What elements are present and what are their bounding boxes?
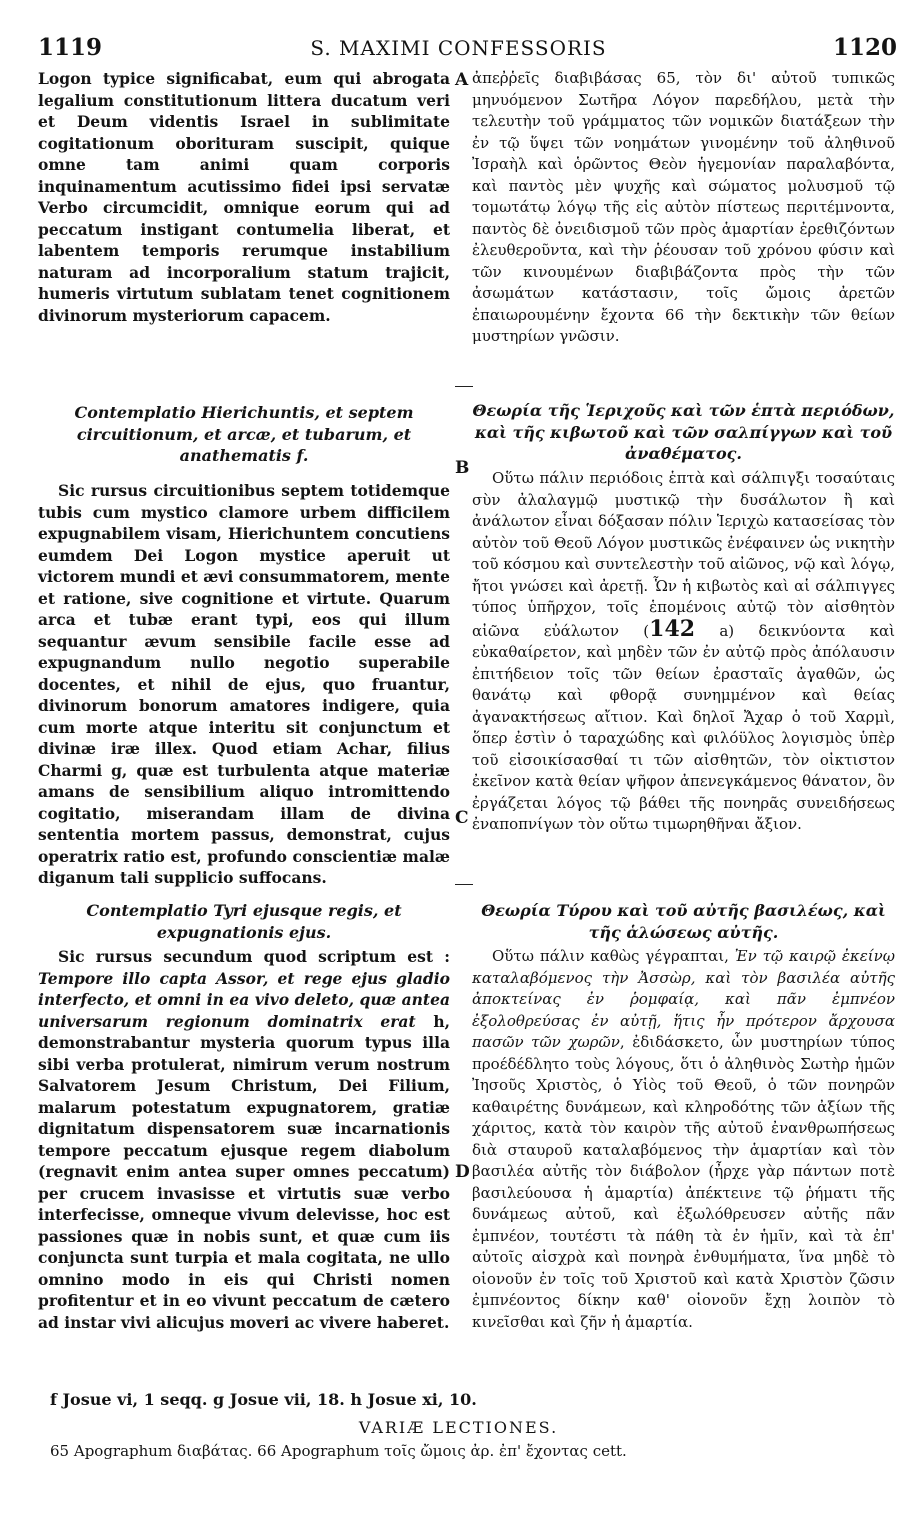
column-divider-2 bbox=[455, 884, 473, 885]
margin-marker-c: C bbox=[455, 808, 469, 828]
latin-heading-hierichus bbox=[38, 402, 450, 467]
latin-p3-intro: Sic rursus secundum quod scriptum est : bbox=[58, 947, 450, 966]
greek-p3-intro: Οὕτω πάλιν καθὼς γέγραπται, bbox=[492, 947, 735, 965]
latin-p3-rest: h, demonstrabantur mysteria quorum typus illa sibi verba protulerat, nimirum verum nostrum Salvatorem Jesum Christum, Dei Filium, malarum potestatum expugnatorem, gratiæ dignitatum dispensatorem suæ incarnationis tempore peccatum ejusque regem diabolum (regnavit enim antea super omnes peccatum) per crucem invasisse et virtutis suæ verbo interfecisse, omneque vivum delevisse, hoc est passiones quæ in nobis sunt, et quæ cum iis conjuncta sunt turpia et mala cogitata, ne ullo omnino modo in eis qui Christi nomen profitentur et in eo vivunt peccatum de cætero ad instar vivi alicujus moveri ac vivere haberet. bbox=[38, 1011, 450, 1332]
column-divider-1 bbox=[455, 386, 473, 387]
variae-lectiones-line: 65 Apographum διαβάτας. 66 Apographum τοῖς ὤμοις ἀρ. ἐπ' ἔχοντας cett. bbox=[50, 1442, 627, 1460]
latin-heading-text: Contemplatio Hierichuntis, et septem circuitionum, et arcæ, et tubarum, et anathematis bbox=[74, 403, 414, 465]
greek-column-number: 142 bbox=[649, 615, 696, 642]
greek-heading-tyrus: Θεωρία Τύρου καὶ τοῦ αὐτῆς βασιλέως, καὶ τῆς ἁλώσεως αὐτῆς. bbox=[481, 901, 886, 942]
page-header bbox=[0, 34, 917, 62]
latin-paragraph-1: Logon typice significabat, eum qui abrogata legalium constitutionum littera ducatum veri et Deum videntis Israel in sublimitate cogitationum oborituram suscipit, quique omne tam animi quam corporis inquinamentum acutissimo fidei ipsi servatæ Verbo circumcidit, omnique eorum qui ad peccatum instigant contumelia liberat, et labentem temporis rerumque instabilium naturam ad incorporalium statum trajicit, humeris virtutum sublatam tenet cognitionem divinorum mysteriorum capacem. bbox=[38, 69, 450, 325]
page-number-right: 1120 bbox=[832, 34, 897, 61]
latin-p3-quote: Tempore illo capta Assor, et rege ejus gladio interfecto, et omni in ea vivo deleto, quæ antea universarum regionum dominatrix erat bbox=[38, 968, 450, 1031]
margin-marker-d: D bbox=[455, 1162, 470, 1182]
margin-marker-b: B bbox=[455, 458, 470, 478]
greek-paragraph-1: ἀπεῤῥεῖς διαβιβάσας 65, τὸν δι' αὐτοῦ τυπικῶς μηνυόμενον Σωτῆρα Λόγον παρεδήλου, μετὰ τὴν τελευτὴν τοῦ γράμματος τῶν νομικῶν διατάξεων τὴν ἐν τῷ ὕψει τῶν νοημάτων γινομένην τοῦ ἀληθινοῦ Ἰσραὴλ καὶ ὁρῶντος Θεὸν ἡγεμονίαν παραλαβόντα, καὶ παντὸς μὲν ψυχῆς καὶ σώματος μολυσμοῦ τῷ τομωτάτῳ λόγῳ τῆς εἰς αὐτὸν πίστεως περιτέμνοντα, παντὸς δὲ ὀνειδισμοῦ τῶν πρὸς ἁμαρτίαν ἐρεθιζόντων ἐλευθεροῦντα, καὶ τὴν ῥέουσαν τοῦ χρόνου φύσιν καὶ τῶν κινουμένων διαβιβάζοντα πρὸς τὴν τῶν ἀσωμάτων κατάστασιν, τοῖς ὤμοις ἀρετῶν ἐπαιωρουμένην ἔχοντα 66 τὴν δεκτικὴν τῶν θείων μυστηρίων γνῶσιν. bbox=[472, 69, 895, 345]
margin-marker-a: A bbox=[455, 70, 469, 90]
footnotes: f Josue vi, 1 seqq. g Josue vii, 18. h Josue xi, 10. bbox=[50, 1390, 477, 1409]
latin-heading-note: f. bbox=[296, 446, 309, 465]
greek-p3-quote: Ἐν τῷ καιρῷ ἐκείνῳ καταλαβόμενος τὴν Ἀσσὼρ, καὶ τὸν βασιλέα αὐτῆς ἀποκτείνας ἐν ῥομφαίᾳ, καὶ πᾶν ἐμπνέον ἐξολοθρεύσας ἐν αὐτῇ, ἥτις ἦν πρότερον ἄρχουσα πασῶν τῶν χωρῶν bbox=[472, 947, 896, 1051]
greek-paragraph-3 bbox=[472, 946, 895, 1333]
greek-p3-rest: , ἐδιδάσκετο, ὧν μυστηρίων τύπος προέδέδλητο τοὺς λόγους, ὅτι ὁ ἀληθινὸς Σωτὴρ ἡμῶν Ἰησοῦς Χριστὸς, ὁ Υἱὸς τοῦ Θεοῦ, ὁ τῶν πονηρῶν καθαιρέτης δυνάμεων, καὶ κληροδότης τῶν ἀξίων τῆς χάριτος, κατὰ τὸν καιρὸν τῆς αὐτοῦ ἐνανθρωπήσεως διὰ σταυροῦ καταλαβόμενος τὴν ἁμαρτίαν καὶ τὸν βασιλέα αὐτῆς τὸν διάβολον (ἦρχε γὰρ πάντων ποτὲ βασιλεύουσα ἡ ἁμαρτία) ἀπέκτεινε τῷ ῥήματι τῆς δυνάμεως αὐτοῦ, καὶ ἐξωλόθρευσεν αὐτῆς πᾶν ἐμπνέον, τουτέστι τὰ πάθη τὰ ἐν ἡμῖν, καὶ τὰ ἐπ' αὐτοῖς αἰσχρὰ καὶ πονηρὰ ἐνθυμήματα, ἵνα μηδὲ τὸ οἱονοῦν ἐν τοῖς τοῦ Χριστοῦ καὶ κατὰ Χριστὸν ζῶσιν ἐμπνέοντος δίκην καθ' οἱονοῦν ἔχῃ λοιπὸν τὸ κινεῖσθαι καὶ ζῆν ἡ ἁμαρτία. bbox=[472, 1033, 895, 1331]
running-title: S. MAXIMI CONFESSORIS bbox=[310, 36, 607, 60]
greek-paragraph-2 bbox=[472, 468, 895, 836]
variae-lectiones-title: VARIÆ LECTIONES. bbox=[358, 1418, 559, 1437]
page-number-left: 1119 bbox=[38, 34, 103, 61]
latin-heading-tyrus: Contemplatio Tyri ejusque regis, et expugnationis ejus. bbox=[86, 901, 402, 942]
latin-paragraph-2: Sic rursus circuitionibus septem totidemque tubis cum mystico clamore urbem difficilem expugnabilem visam, Hierichuntem concutiens eumdem Dei Logon mystice aperuit ut victorem mundi et ævi consummatorem, mente et ratione, sive cognitione et virtute. Quarum arca et tubæ erant typi, eos qui illum sequantur ævum sensibile facile esse ad expugnandum nullo negotio superabile docentes, et nihil de ejus, quo fruantur, divinorum bonorum amatores indigere, quia cum morte atque interitu sit conjunctum et divinæ iræ illex. Quod etiam Achar, filius Charmi g, quæ est turbulenta atque materiæ amans de sensibilium aliquo intromittendo cogitatio, miserandam illam de divina sententia mortem passus, demonstrat, cujus operatrix ratio est, profundo conscientiæ malæ diganum tali supplicio suffocans. bbox=[38, 481, 450, 887]
greek-p2-b: a) δεικνύοντα καὶ εὐκαθαίρετον, καὶ μηδὲν τῶν ἐν αὐτῷ πρὸς ἀπόλαυσιν ἐπιτήδειον τοῖς τῶν θείων ἐρασταῖς ἀγαθῶν, ὡς θανάτῳ καὶ φθορᾷ συνημμένον καὶ θείας ἀγανακτήσεως αἴτιον. Καὶ δηλοῖ Ἄχαρ ὁ τοῦ Χαρμὶ, ὅπερ ἐστὶν ὁ ταραχώδης καὶ φιλόϋλος λογισμὸς ὑπὲρ τοῦ εἰσοικίσασθαί τι τῶν αἰσθητῶν, τὸν οἰκτιστον ἐκεῖνον κατὰ θείαν ψῆφον ἀπενεγκάμενος θάνατον, ὃν ἐργάζεται λόγος τῷ βάθει τῆς πονηρᾶς συνειδήσεως ἐναποπνίγων τὸν οὕτω τιμωρηθῆναι ἄξιον. bbox=[472, 621, 896, 833]
latin-paragraph-3 bbox=[38, 946, 450, 1333]
greek-heading-hierichus: Θεωρία τῆς Ἱεριχοῦς καὶ τῶν ἑπτὰ περιόδων, καὶ τῆς κιβωτοῦ καὶ τῶν σαλπίγγων καὶ τοῦ ἀναθέματος. bbox=[472, 401, 895, 463]
greek-p2-a: Οὕτω πάλιν περιόδοις ἑπτὰ καὶ σάλπιγξι τοσαύταις σὺν ἀλαλαγμῷ μυστικῷ τὴν δυσάλωτον ἢ καὶ ἀνάλωτον εἶναι δόξασαν πόλιν Ἱεριχὼ κατασείσας τὸν αὐτὸν τοῦ Θεοῦ Λόγον μυστικῶς ἐνέφαινεν ὡς νικητὴν τοῦ κόσμου καὶ συντελεστὴν τοῦ αἰῶνος, νῷ καὶ λόγῳ, ἤτοι γνώσει καὶ ἀρετῇ. Ὧν ἡ κιβωτὸς καὶ αἱ σάλπιγγες τύπος ὑπῆρχον, τοῖς ἑπομένοις αὐτῷ τὸν αἰσθητὸν αἰῶνα εὐάλωτον ( bbox=[472, 469, 895, 640]
